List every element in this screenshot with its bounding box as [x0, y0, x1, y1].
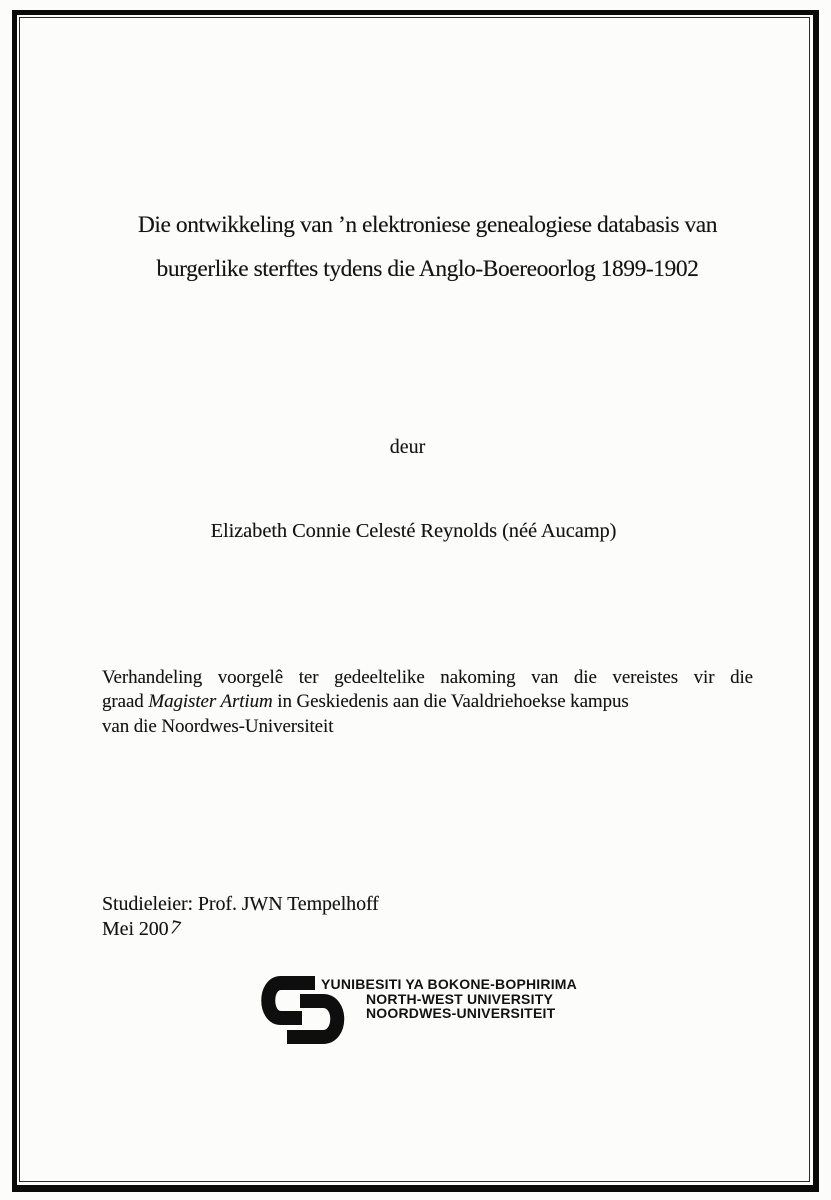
supervisor-block	[102, 892, 379, 942]
date-prefix: Mei 200	[102, 918, 169, 940]
degree-name-italic: Magister Artium	[148, 691, 273, 713]
logo-line-setswana: YUNIBESITI YA BOKONE-BOPHIRIMA	[321, 976, 577, 992]
logo-line-english: NORTH-WEST UNIVERSITY	[366, 990, 553, 1007]
degree-statement	[102, 666, 753, 739]
degree-statement-line2-pre: graad	[102, 691, 149, 713]
thesis-title-line2: burgerlike sterftes tydens die Anglo-Boereoorlog 1899-1902	[156, 256, 699, 282]
degree-statement-line3: van die Noordwes-Universiteit	[102, 715, 334, 737]
degree-statement-line2	[102, 690, 753, 714]
degree-statement-line1: Verhandeling voorgelê ter gedeeltelike nakoming van die vereistes vir die	[102, 667, 753, 688]
author-name: Elizabeth Connie Celesté Reynolds (néé Aucamp)	[210, 520, 617, 542]
thesis-title	[102, 203, 753, 291]
byline-deur: deur	[389, 436, 426, 458]
date-last-digit: 7	[167, 916, 183, 940]
thesis-title-line1: Die ontwikkeling van ’n elektroniese genealogiese databasis van	[137, 212, 718, 238]
nwu-logo-wordmark	[321, 977, 577, 1021]
logo-line-afrikaans: NOORDWES-UNIVERSITEIT	[366, 1005, 556, 1022]
degree-statement-line2-post: in Geskiedenis aan die Vaaldriehoekse kampus	[272, 691, 629, 713]
date-line	[102, 917, 379, 942]
supervisor-line: Studieleier: Prof. JWN Tempelhoff	[102, 893, 379, 915]
